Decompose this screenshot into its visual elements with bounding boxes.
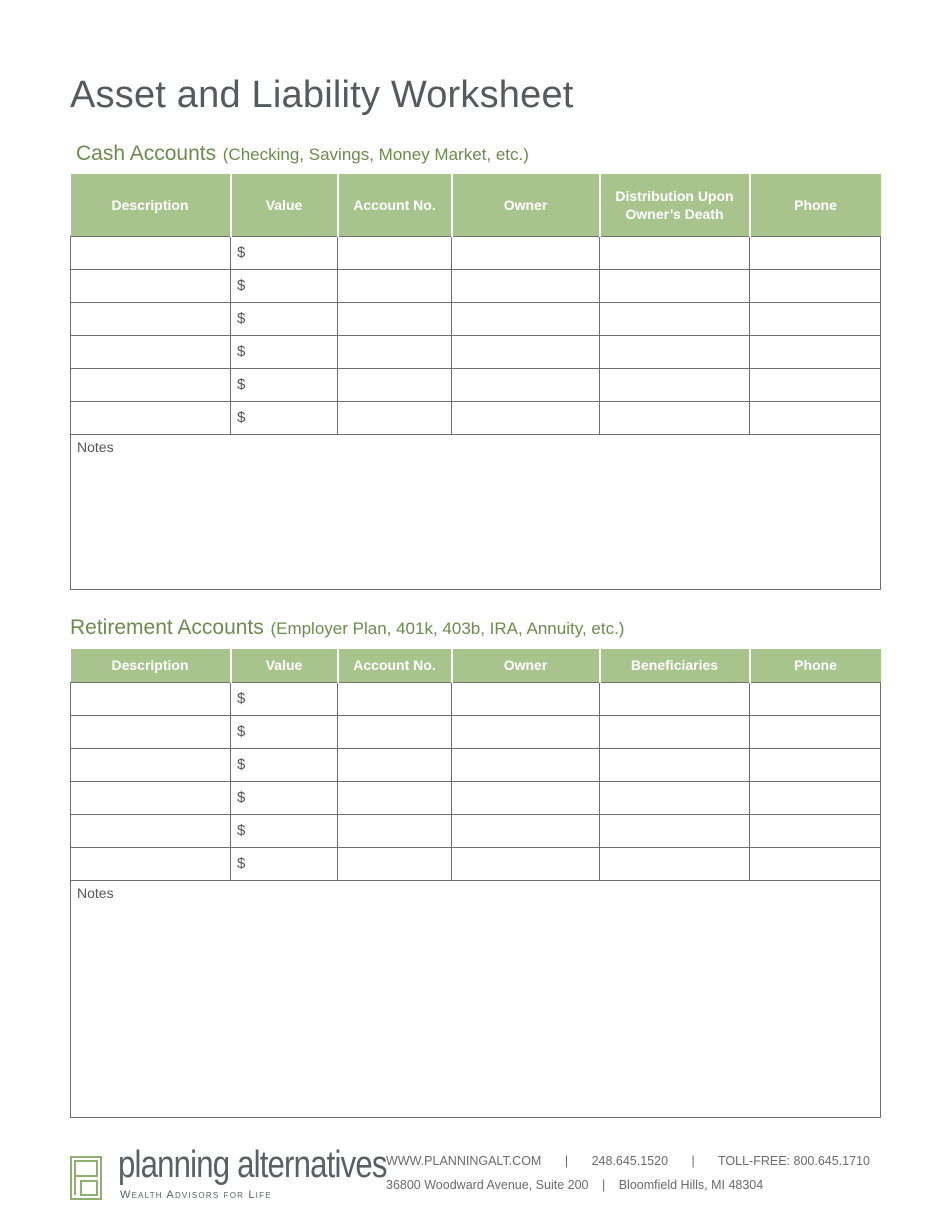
table-header-row	[71, 174, 881, 236]
description-cell[interactable]	[71, 781, 231, 814]
table-row	[71, 748, 881, 781]
owner-cell[interactable]	[452, 236, 600, 269]
col5-cell[interactable]	[600, 814, 750, 847]
cash-accounts-rows	[71, 236, 881, 434]
account-no-cell[interactable]	[338, 847, 452, 880]
account-no-cell[interactable]	[338, 781, 452, 814]
owner-cell[interactable]	[452, 814, 600, 847]
account-no-cell[interactable]	[338, 401, 452, 434]
cash-accounts-table	[70, 174, 881, 590]
retirement-accounts-title: Retirement Accounts	[70, 616, 264, 639]
phone-cell[interactable]	[750, 781, 881, 814]
notes-label: Notes	[77, 884, 114, 901]
col5-cell[interactable]	[600, 368, 750, 401]
owner-cell[interactable]	[452, 368, 600, 401]
column-header-value: Value	[231, 649, 338, 682]
website-link[interactable]: WWW.PLANNINGALT.COM	[386, 1154, 542, 1168]
col5-cell[interactable]	[600, 401, 750, 434]
table-row	[71, 682, 881, 715]
phone-cell[interactable]	[750, 748, 881, 781]
brand-name: planning alternatives	[118, 1144, 387, 1186]
column-header-account-no: Account No.	[338, 174, 452, 236]
column-header-beneficiaries: Beneficiaries	[600, 649, 750, 682]
account-no-cell[interactable]	[338, 715, 452, 748]
col5-cell[interactable]	[600, 748, 750, 781]
account-no-cell[interactable]	[338, 368, 452, 401]
owner-cell[interactable]	[452, 401, 600, 434]
street-address: 36800 Woodward Avenue, Suite 200	[386, 1178, 589, 1192]
description-cell[interactable]	[71, 715, 231, 748]
logo-mark-icon	[70, 1156, 102, 1200]
description-cell[interactable]	[71, 401, 231, 434]
separator: |	[564, 1154, 569, 1168]
cash-accounts-heading	[76, 139, 529, 167]
city-address: Bloomfield Hills, MI 48304	[618, 1178, 764, 1192]
notes-label: Notes	[77, 438, 114, 455]
toll-free-number: TOLL-FREE: 800.645.1710	[718, 1154, 870, 1168]
account-no-cell[interactable]	[338, 682, 452, 715]
description-cell[interactable]	[71, 269, 231, 302]
col5-cell[interactable]	[600, 302, 750, 335]
table-header-row	[71, 649, 881, 682]
owner-cell[interactable]	[452, 715, 600, 748]
owner-cell[interactable]	[452, 682, 600, 715]
owner-cell[interactable]	[452, 748, 600, 781]
owner-cell[interactable]	[452, 781, 600, 814]
page-title: Asset and Liability Worksheet	[70, 74, 574, 116]
table-row	[71, 781, 881, 814]
phone-cell[interactable]	[750, 682, 881, 715]
phone-cell[interactable]	[750, 401, 881, 434]
table-row	[71, 715, 881, 748]
value-cell[interactable]: $	[231, 847, 338, 880]
column-header-distribution: Distribution Upon Owner’s Death	[600, 174, 750, 236]
retirement-accounts-subtitle: (Employer Plan, 401k, 403b, IRA, Annuity, etc.)	[270, 619, 625, 638]
separator: |	[601, 1178, 606, 1192]
table-row	[71, 236, 881, 269]
account-no-cell[interactable]	[338, 748, 452, 781]
table-row	[71, 335, 881, 368]
owner-cell[interactable]	[452, 302, 600, 335]
column-header-phone: Phone	[750, 174, 881, 236]
phone-cell[interactable]	[750, 715, 881, 748]
phone-cell[interactable]	[750, 335, 881, 368]
column-header-owner: Owner	[452, 649, 600, 682]
owner-cell[interactable]	[452, 847, 600, 880]
phone-cell[interactable]	[750, 814, 881, 847]
column-header-description: Description	[71, 649, 231, 682]
value-cell[interactable]: $	[231, 368, 338, 401]
phone-cell[interactable]	[750, 269, 881, 302]
account-no-cell[interactable]	[338, 814, 452, 847]
description-cell[interactable]	[71, 847, 231, 880]
phone-number: 248.645.1520	[591, 1154, 669, 1168]
phone-cell[interactable]	[750, 368, 881, 401]
account-no-cell[interactable]	[338, 236, 452, 269]
col5-cell[interactable]	[600, 682, 750, 715]
cash-accounts-title: Cash Accounts	[76, 142, 217, 165]
cash-accounts-subtitle: (Checking, Savings, Money Market, etc.)	[222, 145, 529, 164]
retirement-accounts-table	[70, 649, 881, 1118]
account-no-cell[interactable]	[338, 269, 452, 302]
description-cell[interactable]	[71, 682, 231, 715]
separator: |	[691, 1154, 695, 1168]
table-row	[71, 302, 881, 335]
column-header-value: Value	[231, 174, 338, 236]
col5-cell[interactable]	[600, 781, 750, 814]
col5-cell[interactable]	[600, 269, 750, 302]
value-cell[interactable]: $	[231, 781, 338, 814]
description-cell[interactable]	[71, 335, 231, 368]
description-cell[interactable]	[71, 236, 231, 269]
table-row	[71, 368, 881, 401]
value-cell[interactable]: $	[231, 335, 338, 368]
retirement-accounts-heading	[70, 613, 624, 641]
value-cell[interactable]: $	[231, 236, 338, 269]
column-header-phone: Phone	[750, 649, 881, 682]
description-cell[interactable]	[71, 302, 231, 335]
brand-tagline: Wealth Advisors for Life	[120, 1189, 272, 1201]
value-cell[interactable]: $	[231, 715, 338, 748]
owner-cell[interactable]	[452, 335, 600, 368]
value-cell[interactable]: $	[231, 302, 338, 335]
table-row	[71, 401, 881, 434]
value-cell[interactable]: $	[231, 401, 338, 434]
table-row	[71, 847, 881, 880]
description-cell[interactable]	[71, 368, 231, 401]
phone-cell[interactable]	[750, 847, 881, 880]
value-cell[interactable]: $	[231, 748, 338, 781]
phone-cell[interactable]	[750, 236, 881, 269]
cash-notes-field[interactable]	[71, 434, 881, 589]
value-cell[interactable]: $	[231, 269, 338, 302]
column-header-owner: Owner	[452, 174, 600, 236]
notes-row	[71, 434, 881, 589]
column-header-account-no: Account No.	[338, 649, 452, 682]
value-cell[interactable]: $	[231, 682, 338, 715]
col5-cell[interactable]	[600, 847, 750, 880]
phone-cell[interactable]	[750, 302, 881, 335]
account-no-cell[interactable]	[338, 335, 452, 368]
retirement-accounts-rows	[71, 682, 881, 880]
description-cell[interactable]	[71, 814, 231, 847]
col5-cell[interactable]	[600, 715, 750, 748]
owner-cell[interactable]	[452, 269, 600, 302]
notes-row	[71, 880, 881, 1117]
col5-cell[interactable]	[600, 335, 750, 368]
table-row	[71, 269, 881, 302]
footer-contact	[386, 1154, 870, 1202]
col5-cell[interactable]	[600, 236, 750, 269]
column-header-description: Description	[71, 174, 231, 236]
description-cell[interactable]	[71, 748, 231, 781]
retirement-notes-field[interactable]	[71, 880, 881, 1117]
table-row	[71, 814, 881, 847]
account-no-cell[interactable]	[338, 302, 452, 335]
value-cell[interactable]: $	[231, 814, 338, 847]
